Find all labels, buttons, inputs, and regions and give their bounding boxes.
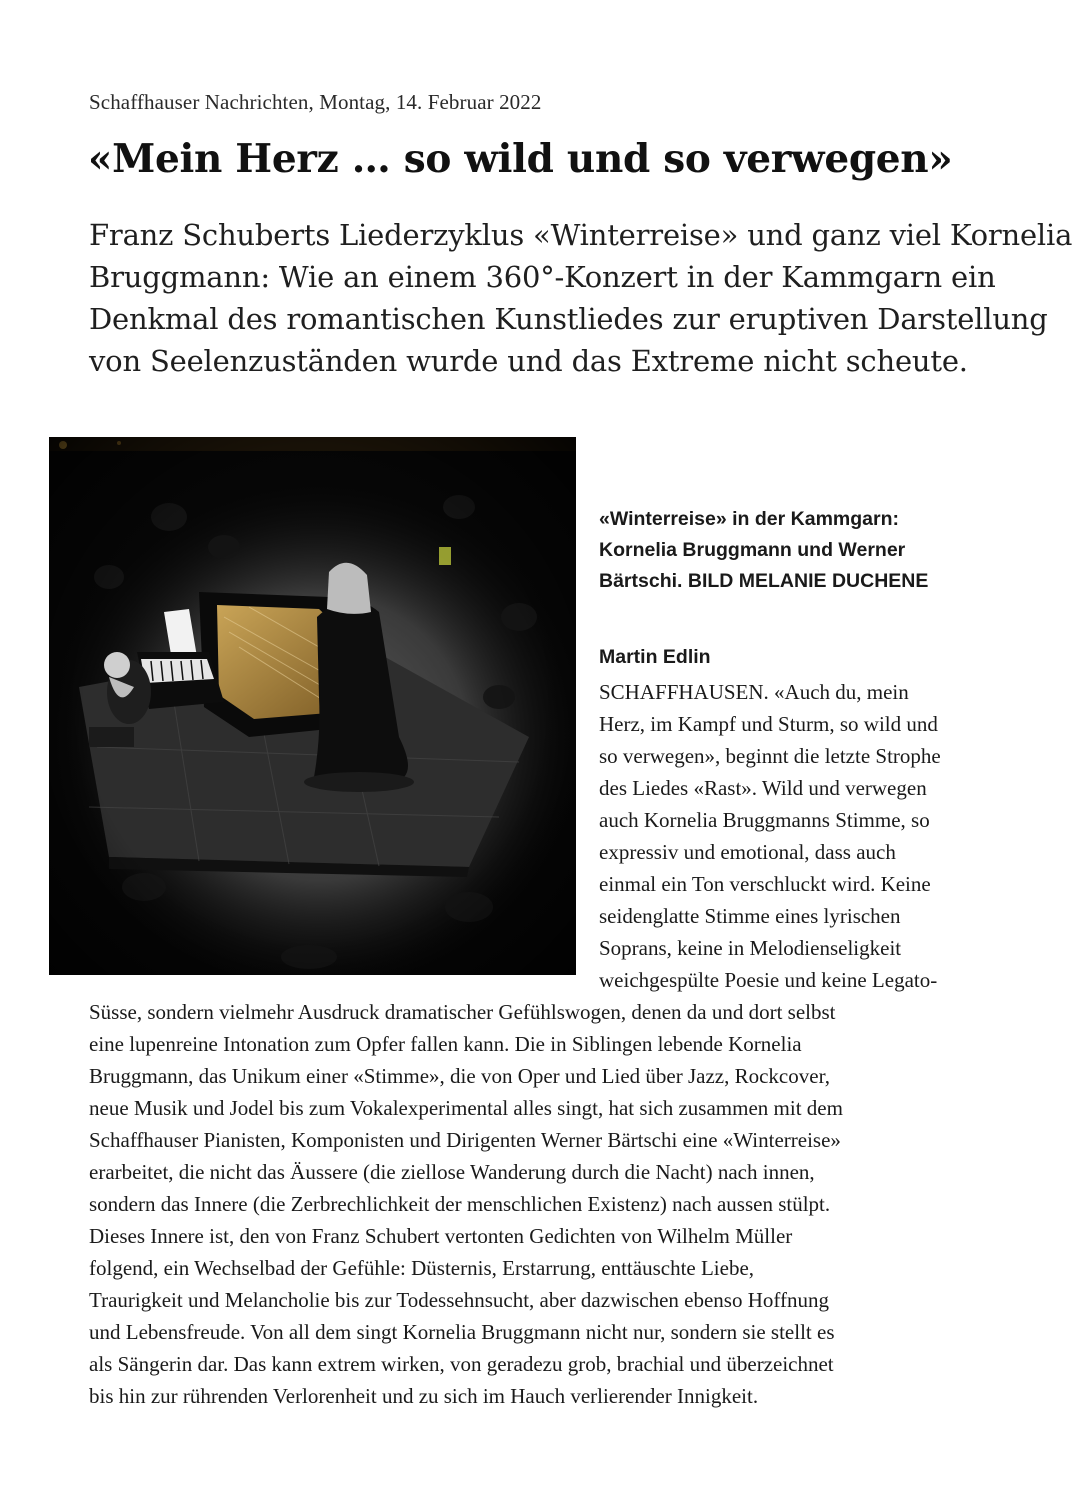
body-text-column <box>599 676 1019 996</box>
body-line: sondern das Innere (die Zerbrechlichkeit der menschlichen Existenz) nach aussen stülpt. <box>89 1192 831 1216</box>
body-line: eine lupenreine Intonation zum Opfer fallen kann. Die in Siblingen lebende Kornelia <box>89 1032 802 1056</box>
body-line: Schaffhauser Pianisten, Komponisten und Dirigenten Werner Bärtschi eine «Winterreise» <box>89 1128 841 1152</box>
caption-line: Kornelia Bruggmann und Werner <box>599 539 906 561</box>
body-line: Süsse, sondern vielmehr Ausdruck dramatischer Gefühlswogen, denen da und dort selbst <box>89 1000 836 1024</box>
body-line: seidenglatte Stimme eines lyrischen <box>599 904 901 928</box>
headline: «Mein Herz … so wild und so verwegen» <box>88 136 953 182</box>
body-line: folgend, ein Wechselbad der Gefühle: Düsternis, Erstarrung, enttäuschte Liebe, <box>89 1256 755 1280</box>
body-line: und Lebensfreude. Von all dem singt Kornelia Bruggmann nicht nur, sondern sie stellt es <box>89 1320 835 1344</box>
body-text-full-width <box>89 996 1029 1412</box>
body-line: einmal ein Ton verschluckt wird. Keine <box>599 872 931 896</box>
body-line: als Sängerin dar. Das kann extrem wirken, von geradezu grob, brachial und überzeichnet <box>89 1352 834 1376</box>
lead-line: von Seelenzuständen wurde und das Extreme nicht scheute. <box>89 344 968 378</box>
body-line: so verwegen», beginnt die letzte Strophe <box>599 744 941 768</box>
body-line: expressiv und emotional, dass auch <box>599 840 896 864</box>
body-line: Soprans, keine in Melodienseligkeit <box>599 936 902 960</box>
lead-line: Bruggmann: Wie an einem 360°-Konzert in der Kammgarn ein <box>89 260 996 294</box>
body-line: neue Musik und Jodel bis zum Vokalexperimental alles singt, hat sich zusammen mit dem <box>89 1096 843 1120</box>
body-line: Bruggmann, das Unikum einer «Stimme», die von Oper und Lied über Jazz, Rockcover, <box>89 1064 830 1088</box>
body-line: bis hin zur rührenden Verlorenheit und zu sich im Hauch verlierender Innigkeit. <box>89 1384 759 1408</box>
photo-caption <box>599 504 1019 597</box>
body-line: Traurigkeit und Melancholie bis zur Todessehnsucht, aber dazwischen ebenso Hoffnung <box>89 1288 829 1312</box>
body-line: Dieses Innere ist, den von Franz Schubert vertonten Gedichten von Wilhelm Müller <box>89 1224 793 1248</box>
body-line: erarbeitet, die nicht das Äussere (die ziellose Wanderung durch die Nacht) nach innen, <box>89 1160 815 1184</box>
lead-line: Denkmal des romantischen Kunstliedes zur eruptiven Darstellung <box>89 302 1048 336</box>
body-line: Herz, im Kampf und Sturm, so wild und <box>599 712 938 736</box>
body-line: weichgespülte Poesie und keine Legato- <box>599 968 938 992</box>
caption-line: Bärtschi. BILD MELANIE DUCHENE <box>599 570 929 592</box>
lead-paragraph <box>89 214 1073 382</box>
body-line: des Liedes «Rast». Wild und verwegen <box>599 776 927 800</box>
author-byline: Martin Edlin <box>599 646 711 668</box>
caption-line: «Winterreise» in der Kammgarn: <box>599 508 900 530</box>
body-line: auch Kornelia Bruggmanns Stimme, so <box>599 808 930 832</box>
body-line: SCHAFFHAUSEN. «Auch du, mein <box>599 680 909 704</box>
lead-line: Franz Schuberts Liederzyklus «Winterreise» und ganz viel Kornelia <box>89 218 1073 252</box>
concert-photo <box>49 437 576 975</box>
dateline: Schaffhauser Nachrichten, Montag, 14. Februar 2022 <box>89 90 542 114</box>
